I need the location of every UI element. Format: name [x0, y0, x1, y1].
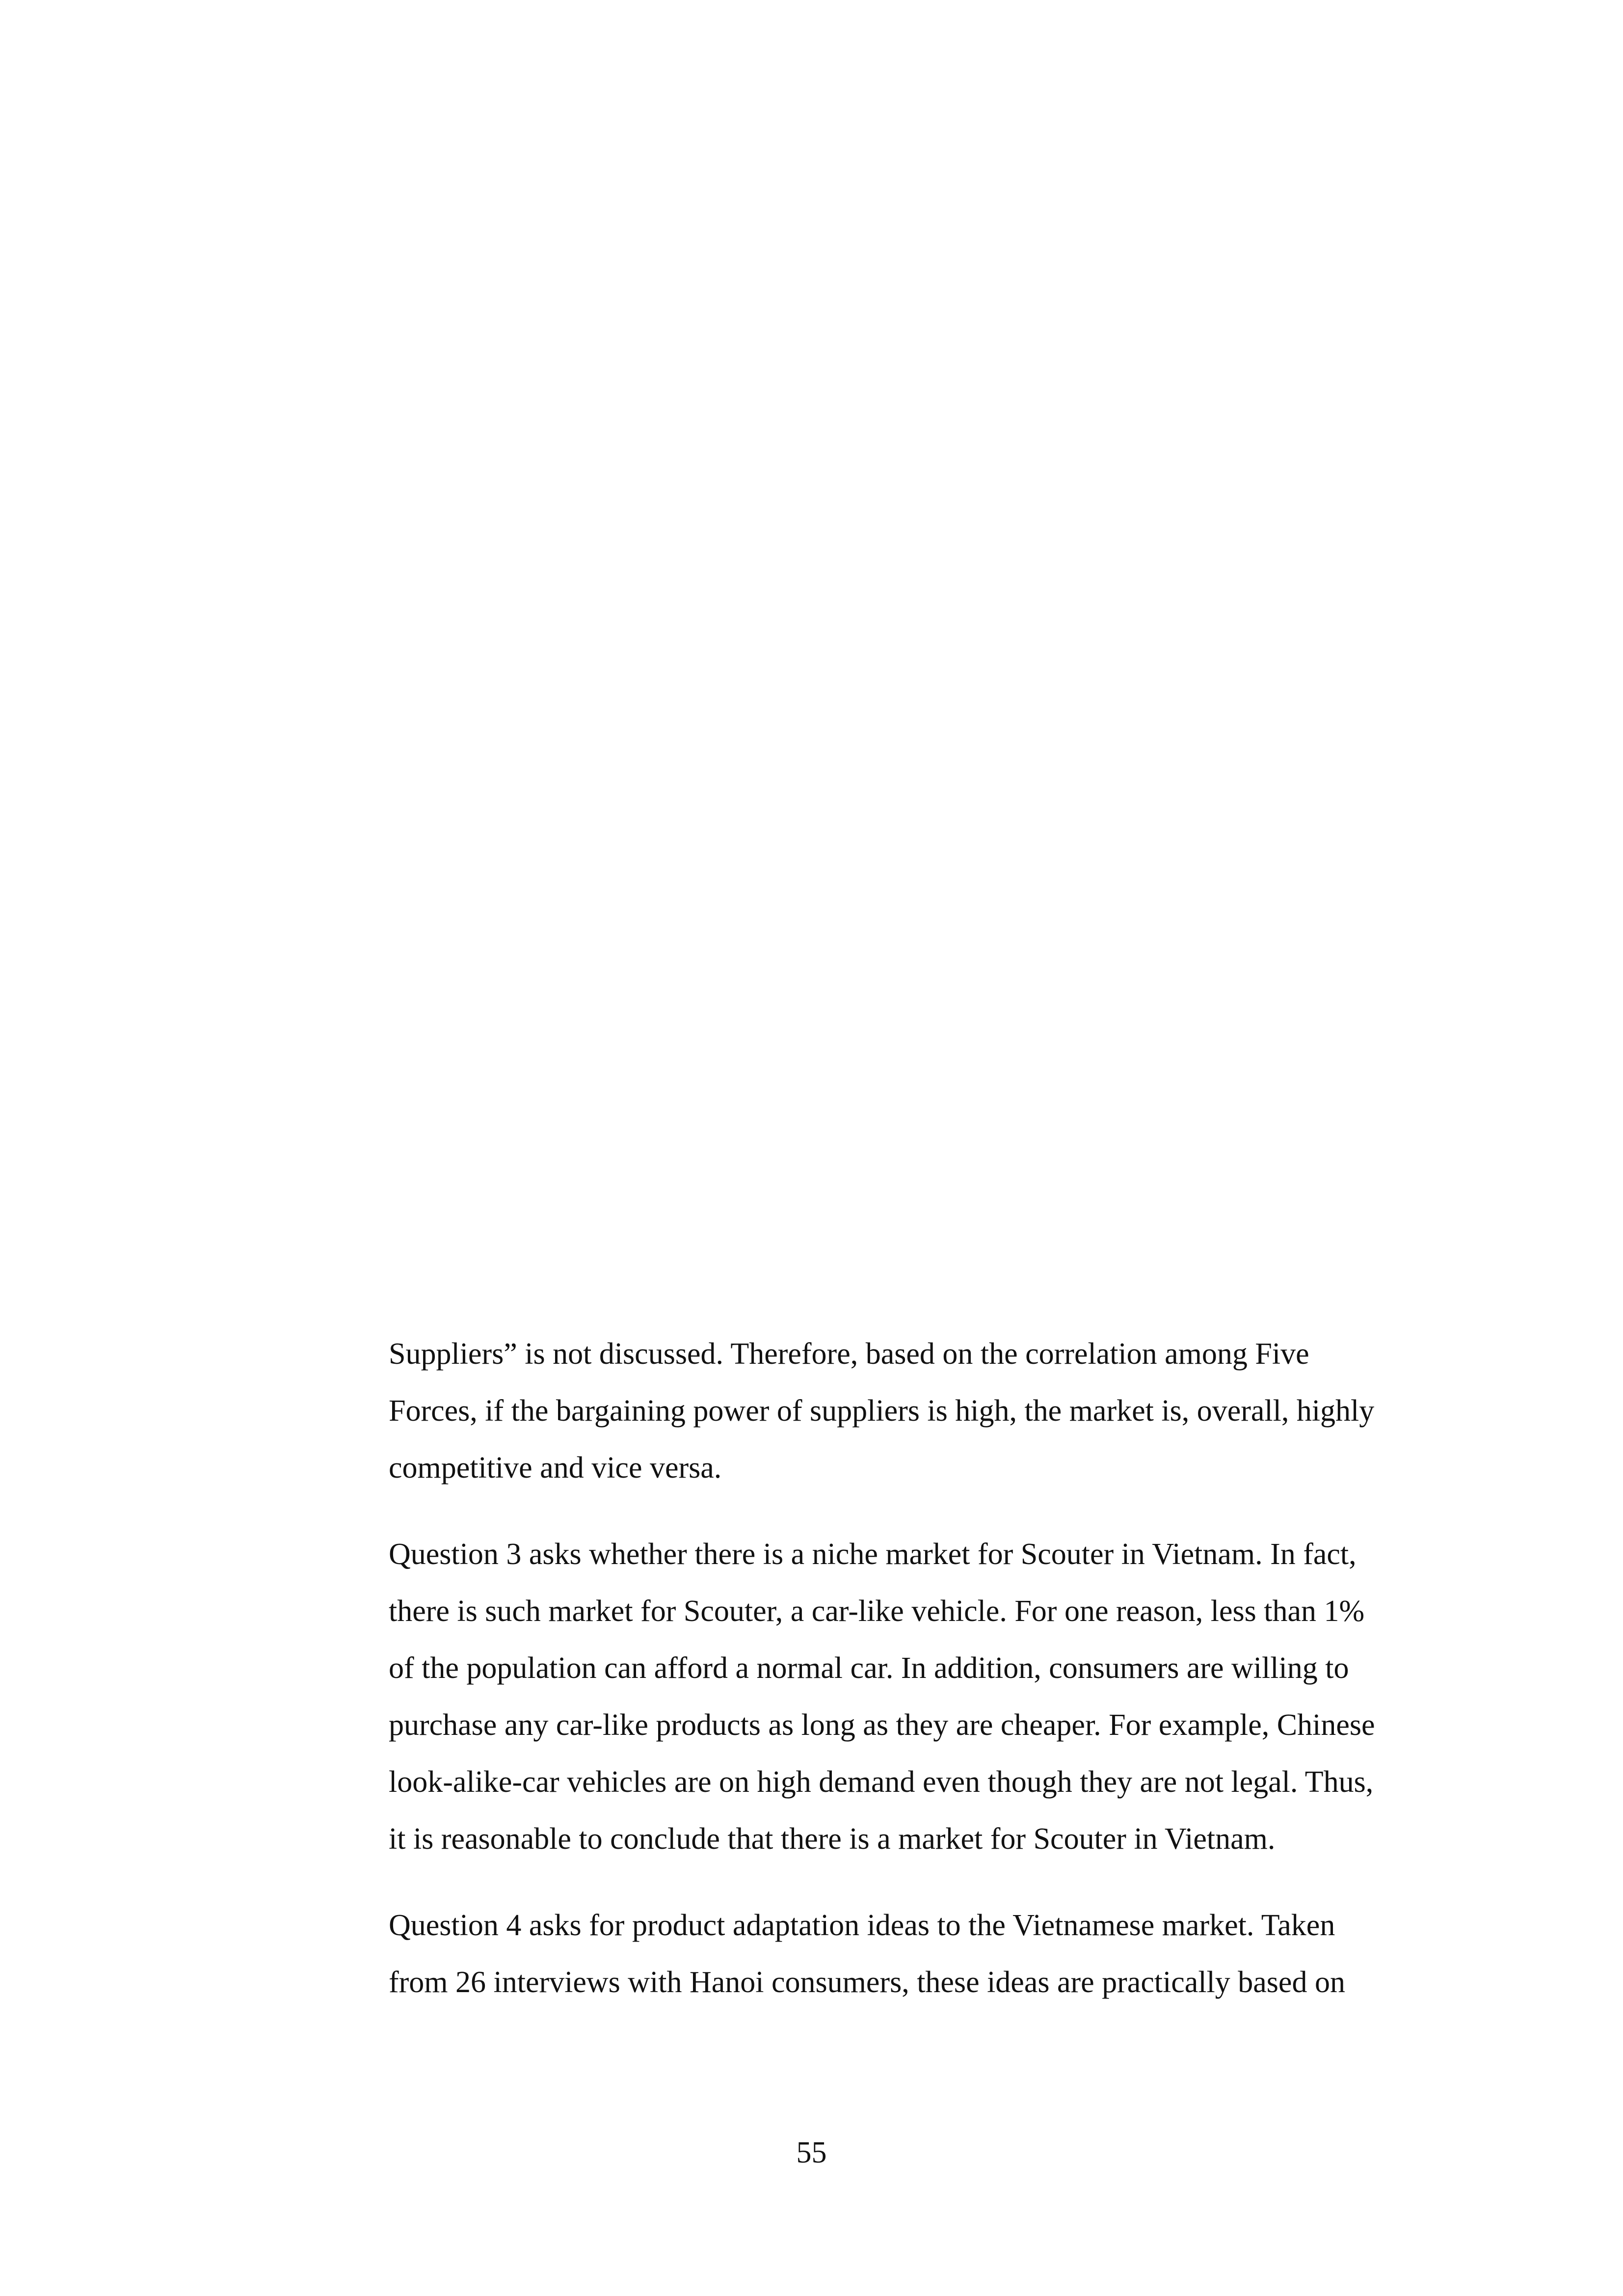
paragraph-question-4	[389, 1897, 1483, 2011]
page-number: 55	[796, 2136, 827, 2169]
text-line: there is such market for Scouter, a car-like vehicle. For one reason, less than 1%	[389, 1594, 1365, 1628]
text-line: it is reasonable to conclude that there is a market for Scouter in Vietnam.	[389, 1822, 1276, 1856]
paragraph-question-3	[389, 1526, 1483, 1867]
text-line: competitive and vice versa.	[389, 1451, 722, 1485]
body-text	[389, 1325, 1483, 2011]
text-line: look-alike-car vehicles are on high demand even though they are not legal. Thus,	[389, 1765, 1374, 1799]
text-line: Suppliers” is not discussed. Therefore, based on the correlation among Five	[389, 1337, 1309, 1371]
text-line: of the population can afford a normal car. In addition, consumers are willing to	[389, 1651, 1349, 1685]
text-line: from 26 interviews with Hanoi consumers, these ideas are practically based on	[389, 1966, 1345, 1999]
text-line: Question 3 asks whether there is a niche market for Scouter in Vietnam. In fact,	[389, 1538, 1357, 1571]
text-line: Forces, if the bargaining power of suppliers is high, the market is, overall, highly	[389, 1394, 1375, 1428]
text-line: Question 4 asks for product adaptation ideas to the Vietnamese market. Taken	[389, 1909, 1335, 1942]
paragraph-suppliers	[389, 1325, 1483, 1496]
text-line: purchase any car-like products as long as they are cheaper. For example, Chinese	[389, 1708, 1375, 1742]
